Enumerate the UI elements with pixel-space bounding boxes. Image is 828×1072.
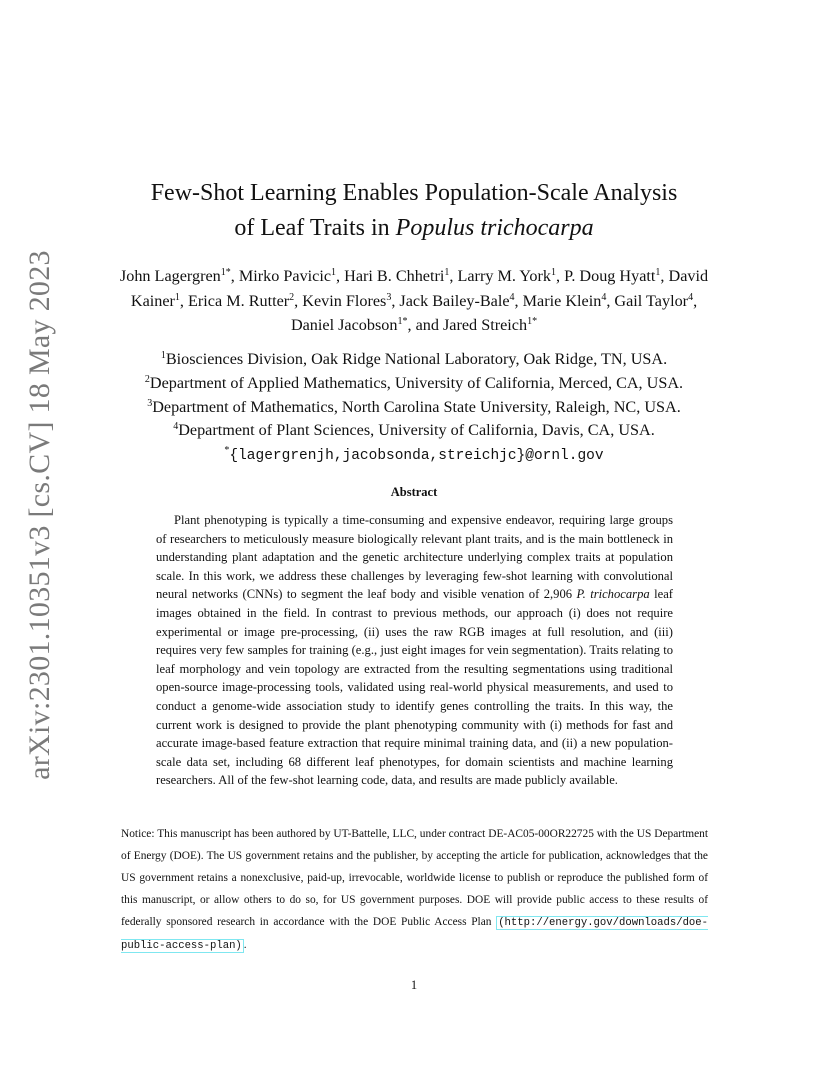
author: Larry M. York — [457, 267, 552, 285]
author-affiliation-mark: 1 — [331, 267, 337, 278]
author-separator: , — [606, 291, 615, 310]
author-affiliation-mark: 1* — [527, 316, 538, 327]
author: Kevin Flores — [302, 291, 387, 310]
author: Hari B. Chhetri — [344, 267, 445, 285]
author: Daniel Jacobson — [290, 316, 398, 334]
title-line-2-prefix: of Leaf Traits in — [234, 215, 396, 241]
author: Jared Streich — [443, 316, 528, 334]
arxiv-id: arXiv:2301.10351v3 [cs.CV] 18 May 2023 — [23, 250, 56, 780]
author-separator: , — [230, 267, 239, 285]
affiliations — [100, 348, 728, 469]
author: Jack Bailey-Bale — [399, 291, 510, 310]
arxiv-stamp — [14, 250, 66, 780]
page-number: 1 — [410, 978, 418, 992]
author: P. Doug Hyatt — [564, 267, 656, 285]
abstract-heading: Abstract — [390, 485, 438, 499]
author-separator: , — [693, 291, 698, 310]
author: John Lagergren — [119, 267, 221, 285]
author-separator: , — [336, 267, 345, 285]
author-separator: , — [449, 267, 458, 285]
author-list — [110, 264, 718, 338]
author-affiliation-mark: 4 — [601, 291, 607, 303]
author-affiliation-mark: 1 — [551, 267, 557, 278]
author-affiliation-mark: 1* — [220, 267, 231, 278]
author: Erica M. Rutter — [188, 291, 290, 310]
author-separator: , — [660, 267, 669, 285]
affiliation-3: $^3$Department of Mathematics, North Carolina State University, Raleigh, NC, USA. — [147, 397, 681, 416]
affiliation-1: $^1$Biosciences Division, Oak Ridge National Laboratory, Oak Ridge, TN, USA. — [160, 350, 668, 368]
author-separator: , — [179, 291, 189, 310]
author-affiliation-mark: 1 — [174, 291, 180, 303]
author: Marie Klein — [522, 291, 602, 310]
title-species: Populus trichocarpa — [395, 215, 594, 241]
author: Gail Taylor — [614, 291, 689, 310]
abstract-body: Plant phenotyping is typically a time-consuming and expensive endeavor, requiring large groups of researchers to meticulously measure biologically relevant plant traits, and is the main bottleneck in understanding plant adaptation and the genetic architecture underlying complex traits at population scale. In this work, we address these challenges by leveraging few-shot learning with convolutional neural networks (CNNs) to segment the leaf body and visible venation of 2,906 P. trichocarpa leaf images obtained in the field. In contrast to previous methods, our approach (i) does not require experimental or image pre-processing, (ii) uses the raw RGB images at full resolution, and (iii) requires very few samples for training (e.g., just eight images for vein segmentation). Traits relating to leaf morphology and vein topology are extracted from the resulting segmentations using traditional open-source image-processing tools, validated using real-world physical measurements, and used to conduct a genome-wide association study to identify genes controlling the traits. In this way, the current work is designed to provide the plant phenotyping community with (i) methods for fast and accurate image-based feature extraction that require minimal training data, and (ii) a new population-scale data set, including 68 different leaf phenotypes, for domain scientists and machine learning researchers. All of the few-shot learning code, data, and results are made publicly available. — [156, 513, 673, 788]
paper-title — [120, 176, 708, 246]
copyright-notice: Notice: This manuscript has been authored by UT-Battelle, LLC, under contract DE-AC05-00OR22725 with the US Department of Energy (DOE). The US government retains and the publisher, by accepting the article for publication, acknowledges that the US government retains a nonexclusive, paid-up, irrevocable, worldwide license to publish or reproduce the published form of this manuscript, or allow others to do so, for US government purposes. DOE will provide public access to these results of federally sponsored research in accordance with the DOE Public Access Plan (http://energy.gov/downloads/doe-public-access-plan) . — [121, 828, 708, 952]
author-affiliation-mark: 1 — [655, 267, 661, 278]
author-affiliation-mark: 3 — [386, 291, 392, 303]
contact-email: *{lagergrenjh,jacobsonda,streichjc}@ornl.gov — [224, 445, 604, 465]
author-affiliation-mark: 2 — [289, 291, 295, 303]
author-affiliation-mark: 1 — [444, 267, 450, 278]
doe-access-plan-link[interactable]: (http://energy.gov/downloads/doe-public-access-plan) — [121, 917, 708, 952]
author-affiliation-mark: 1* — [397, 316, 408, 327]
author: David Kainer — [130, 267, 709, 310]
author-separator: , — [556, 267, 565, 285]
author-separator: , and — [407, 316, 443, 334]
affiliation-2: $^2$Department of Applied Mathematics, University of California, Merced, CA, USA. — [144, 373, 684, 392]
author: Mirko Pavicic — [238, 267, 332, 285]
title-line-1: Few-Shot Learning Enables Population-Scale Analysis — [150, 180, 678, 206]
affiliation-4: $^4$Department of Plant Sciences, University of California, Davis, CA, USA. — [173, 421, 655, 440]
author-separator: , — [514, 291, 523, 310]
author-separator: , — [294, 291, 303, 310]
author-affiliation-mark: 4 — [688, 291, 694, 303]
abstract-species: P. trichocarpa — [576, 587, 650, 602]
author-separator: , — [391, 291, 400, 310]
author-affiliation-mark: 4 — [509, 291, 515, 303]
